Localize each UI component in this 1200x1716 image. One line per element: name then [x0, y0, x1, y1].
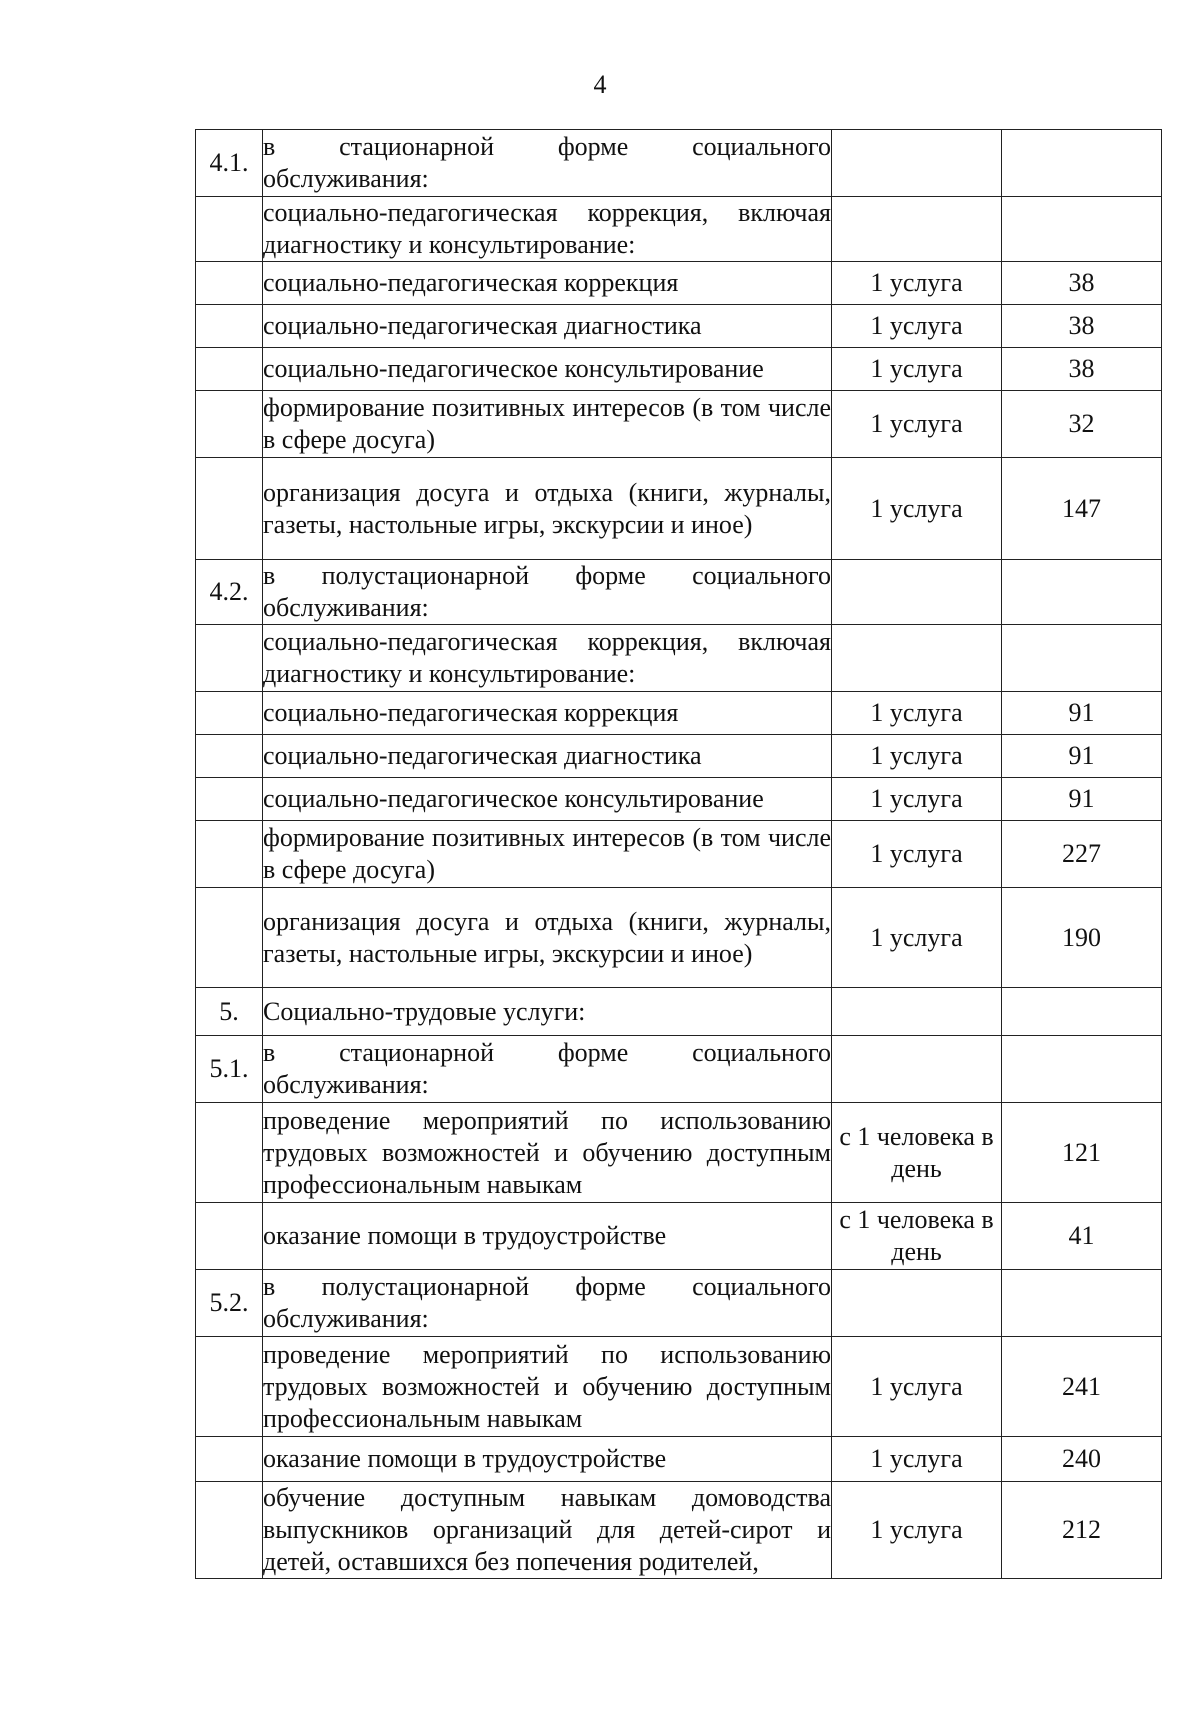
- tariff-value-cell: 41: [1002, 1203, 1162, 1270]
- row-number-cell: [196, 197, 263, 262]
- tariff-value-cell: 212: [1002, 1482, 1162, 1579]
- unit-cell: 1 услуга: [832, 1337, 1002, 1437]
- tariff-value-cell: 227: [1002, 821, 1162, 888]
- unit-cell: 1 услуга: [832, 305, 1002, 348]
- service-name-cell: оказание помощи в трудоустройстве: [263, 1203, 832, 1270]
- row-number-cell: [196, 888, 263, 988]
- table-row: [196, 1036, 1162, 1103]
- tariff-value-cell: 241: [1002, 1337, 1162, 1437]
- tariff-value-cell: 121: [1002, 1103, 1162, 1203]
- row-number-cell: [196, 735, 263, 778]
- row-number-cell: [196, 1482, 263, 1579]
- row-number-cell: [196, 778, 263, 821]
- row-number-cell: [196, 262, 263, 305]
- unit-cell: 1 услуга: [832, 888, 1002, 988]
- unit-cell: 1 услуга: [832, 1482, 1002, 1579]
- unit-cell: 1 услуга: [832, 391, 1002, 458]
- table-row: [196, 778, 1162, 821]
- table-row: [196, 305, 1162, 348]
- unit-cell: [832, 1270, 1002, 1337]
- row-number-cell: 5.1.: [196, 1036, 263, 1103]
- unit-cell: [832, 1036, 1002, 1103]
- table-row: [196, 560, 1162, 625]
- service-name-cell: социально-педагогическая коррекция, включая диагностику и консультирование:: [263, 197, 832, 262]
- row-number-cell: [196, 625, 263, 692]
- table-row: [196, 262, 1162, 305]
- unit-cell: 1 услуга: [832, 778, 1002, 821]
- tariff-value-cell: [1002, 1270, 1162, 1337]
- row-number-cell: [196, 1337, 263, 1437]
- table-row: [196, 821, 1162, 888]
- row-number-cell: 5.: [196, 988, 263, 1036]
- service-name-cell: в стационарной форме социального обслуживания:: [263, 1036, 832, 1103]
- services-tariff-table: [195, 129, 1162, 1579]
- table-body: [196, 130, 1162, 1579]
- tariff-value-cell: [1002, 130, 1162, 197]
- row-number-cell: [196, 1203, 263, 1270]
- unit-cell: 1 услуга: [832, 262, 1002, 305]
- row-number-cell: 4.1.: [196, 130, 263, 197]
- tariff-value-cell: 147: [1002, 458, 1162, 560]
- table-row: [196, 197, 1162, 262]
- tariff-value-cell: 38: [1002, 262, 1162, 305]
- service-name-cell: в полустационарной форме социального обслуживания:: [263, 560, 832, 625]
- table-row: [196, 1337, 1162, 1437]
- table-row: [196, 888, 1162, 988]
- tariff-value-cell: 38: [1002, 305, 1162, 348]
- row-number-cell: [196, 305, 263, 348]
- service-name-cell: социально-педагогическое консультирование: [263, 778, 832, 821]
- tariff-value-cell: 240: [1002, 1437, 1162, 1482]
- row-number-cell: 4.2.: [196, 560, 263, 625]
- unit-cell: 1 услуга: [832, 458, 1002, 560]
- table-row: [196, 735, 1162, 778]
- service-name-cell: социально-педагогическая диагностика: [263, 305, 832, 348]
- row-number-cell: [196, 1103, 263, 1203]
- service-name-cell: социально-педагогическая коррекция: [263, 262, 832, 305]
- service-name-cell: социально-педагогическое консультирование: [263, 348, 832, 391]
- row-number-cell: [196, 1437, 263, 1482]
- tariff-value-cell: [1002, 197, 1162, 262]
- unit-cell: [832, 130, 1002, 197]
- table-row: [196, 458, 1162, 560]
- unit-cell: 1 услуга: [832, 692, 1002, 735]
- unit-cell: 1 услуга: [832, 1437, 1002, 1482]
- row-number-cell: 5.2.: [196, 1270, 263, 1337]
- unit-cell: [832, 560, 1002, 625]
- row-number-cell: [196, 821, 263, 888]
- tariff-value-cell: 91: [1002, 692, 1162, 735]
- row-number-cell: [196, 391, 263, 458]
- tariff-value-cell: [1002, 988, 1162, 1036]
- tariff-value-cell: [1002, 560, 1162, 625]
- tariff-value-cell: 91: [1002, 778, 1162, 821]
- tariff-value-cell: 32: [1002, 391, 1162, 458]
- table-row: [196, 348, 1162, 391]
- tariff-value-cell: 91: [1002, 735, 1162, 778]
- unit-cell: [832, 625, 1002, 692]
- service-name-cell: в полустационарной форме социального обслуживания:: [263, 1270, 832, 1337]
- service-name-cell: социально-педагогическая коррекция, включая диагностику и консультирование:: [263, 625, 832, 692]
- service-name-cell: организация досуга и отдыха (книги, журналы, газеты, настольные игры, экскурсии и иное): [263, 458, 832, 560]
- unit-cell: [832, 197, 1002, 262]
- tariff-value-cell: [1002, 625, 1162, 692]
- service-name-cell: организация досуга и отдыха (книги, журналы, газеты, настольные игры, экскурсии и иное): [263, 888, 832, 988]
- service-name-cell: проведение мероприятий по использованию трудовых возможностей и обучению доступным профессиональным навыкам: [263, 1337, 832, 1437]
- table-row: [196, 1270, 1162, 1337]
- row-number-cell: [196, 458, 263, 560]
- table-row: [196, 391, 1162, 458]
- row-number-cell: [196, 348, 263, 391]
- table-row: [196, 692, 1162, 735]
- service-name-cell: социально-педагогическая диагностика: [263, 735, 832, 778]
- unit-cell: [832, 988, 1002, 1036]
- service-name-cell: в стационарной форме социального обслуживания:: [263, 130, 832, 197]
- row-number-cell: [196, 692, 263, 735]
- table-row: [196, 130, 1162, 197]
- page-number: 4: [593, 70, 607, 99]
- tariff-value-cell: 190: [1002, 888, 1162, 988]
- table-row: [196, 1103, 1162, 1203]
- unit-cell: 1 услуга: [832, 348, 1002, 391]
- service-name-cell: Социально-трудовые услуги:: [263, 988, 832, 1036]
- service-name-cell: социально-педагогическая коррекция: [263, 692, 832, 735]
- table-row: [196, 1437, 1162, 1482]
- unit-cell: с 1 человека в день: [832, 1203, 1002, 1270]
- service-name-cell: формирование позитивных интересов (в том числе в сфере досуга): [263, 391, 832, 458]
- service-name-cell: оказание помощи в трудоустройстве: [263, 1437, 832, 1482]
- unit-cell: 1 услуга: [832, 821, 1002, 888]
- table-row: [196, 625, 1162, 692]
- service-name-cell: проведение мероприятий по использованию трудовых возможностей и обучению доступным профессиональным навыкам: [263, 1103, 832, 1203]
- service-name-cell: формирование позитивных интересов (в том числе в сфере досуга): [263, 821, 832, 888]
- table-row: [196, 1482, 1162, 1579]
- tariff-value-cell: [1002, 1036, 1162, 1103]
- table-row: [196, 1203, 1162, 1270]
- tariff-value-cell: 38: [1002, 348, 1162, 391]
- unit-cell: 1 услуга: [832, 735, 1002, 778]
- table-row: [196, 988, 1162, 1036]
- unit-cell: с 1 человека в день: [832, 1103, 1002, 1203]
- service-name-cell: обучение доступным навыкам домоводства выпускников организаций для детей-сирот и детей, оставшихся без попечения родителей,: [263, 1482, 832, 1579]
